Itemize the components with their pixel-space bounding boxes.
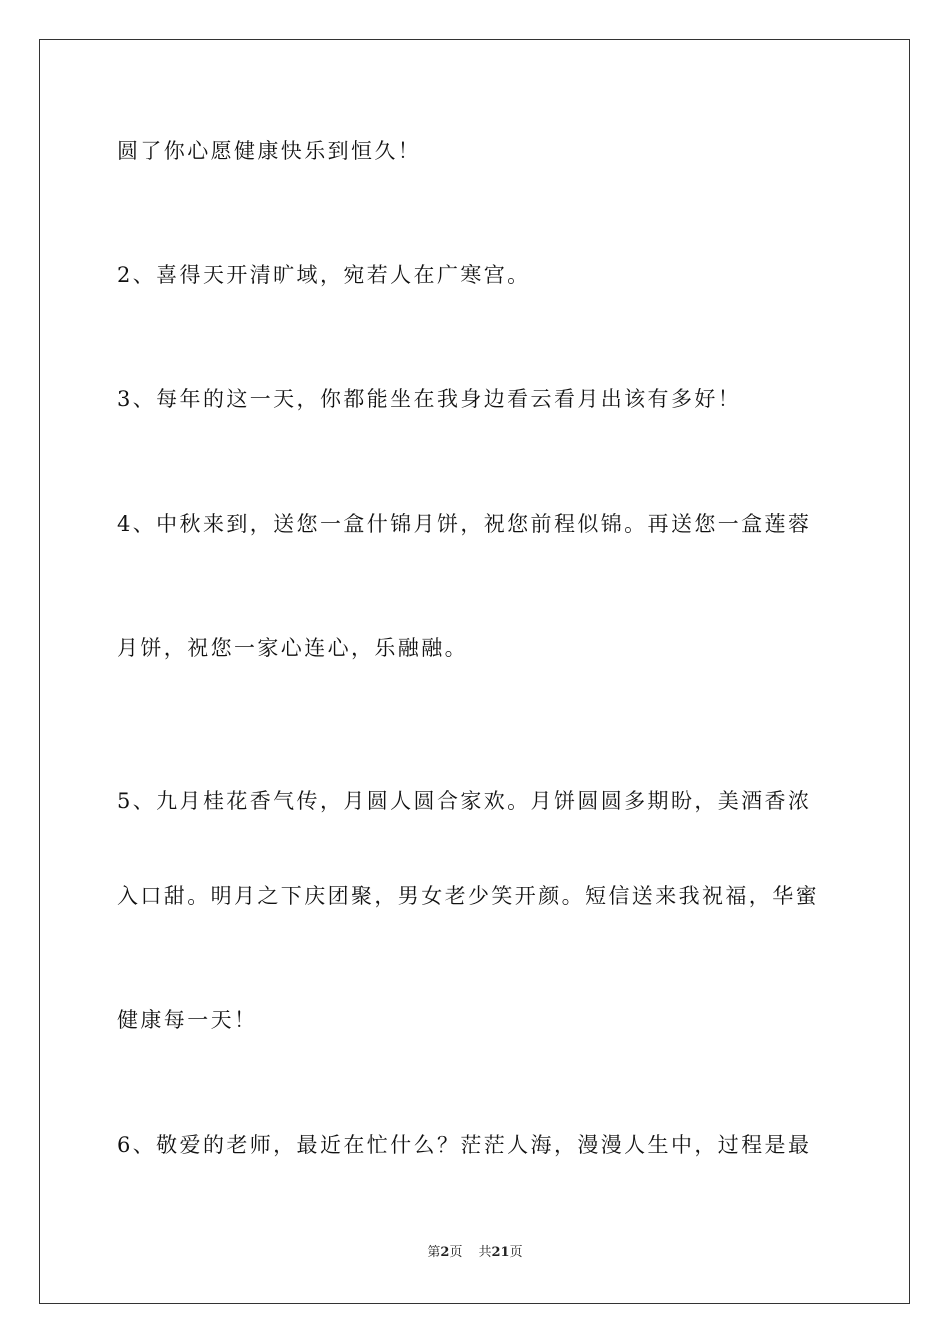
text-line-2: 2、喜得天开清旷域，宛若人在广寒宫。 [117,263,531,287]
text-line-8: 健康每一天！ [117,1008,258,1032]
page-suffix: 页 [449,1245,463,1260]
page-number: 2 [440,1245,450,1260]
text-line-3: 3、每年的这一天，你都能坐在我身边看云看月出该有多好！ [117,387,742,411]
text-line-9: 6、敬爱的老师，最近在忙什么？茫茫人海，漫漫人生中，过程是最 [117,1133,812,1157]
page-border [39,39,910,1304]
total-pages: 21 [491,1245,510,1260]
text-line-5: 月饼，祝您一家心连心，乐融融。 [117,636,468,660]
page-footer [0,1244,950,1262]
total-suffix: 页 [509,1245,523,1260]
total-prefix: 共 [478,1245,492,1260]
page-prefix: 第 [427,1245,441,1260]
text-line-7: 入口甜。明月之下庆团聚，男女老少笑开颜。短信送来我祝福，华蜜 [117,884,819,908]
text-line-1: 圆了你心愿健康快乐到恒久！ [117,139,422,163]
text-line-6: 5、九月桂花香气传，月圆人圆合家欢。月饼圆圆多期盼，美酒香浓 [117,789,812,813]
text-line-4: 4、中秋来到，送您一盒什锦月饼，祝您前程似锦。再送您一盒莲蓉 [117,512,812,536]
